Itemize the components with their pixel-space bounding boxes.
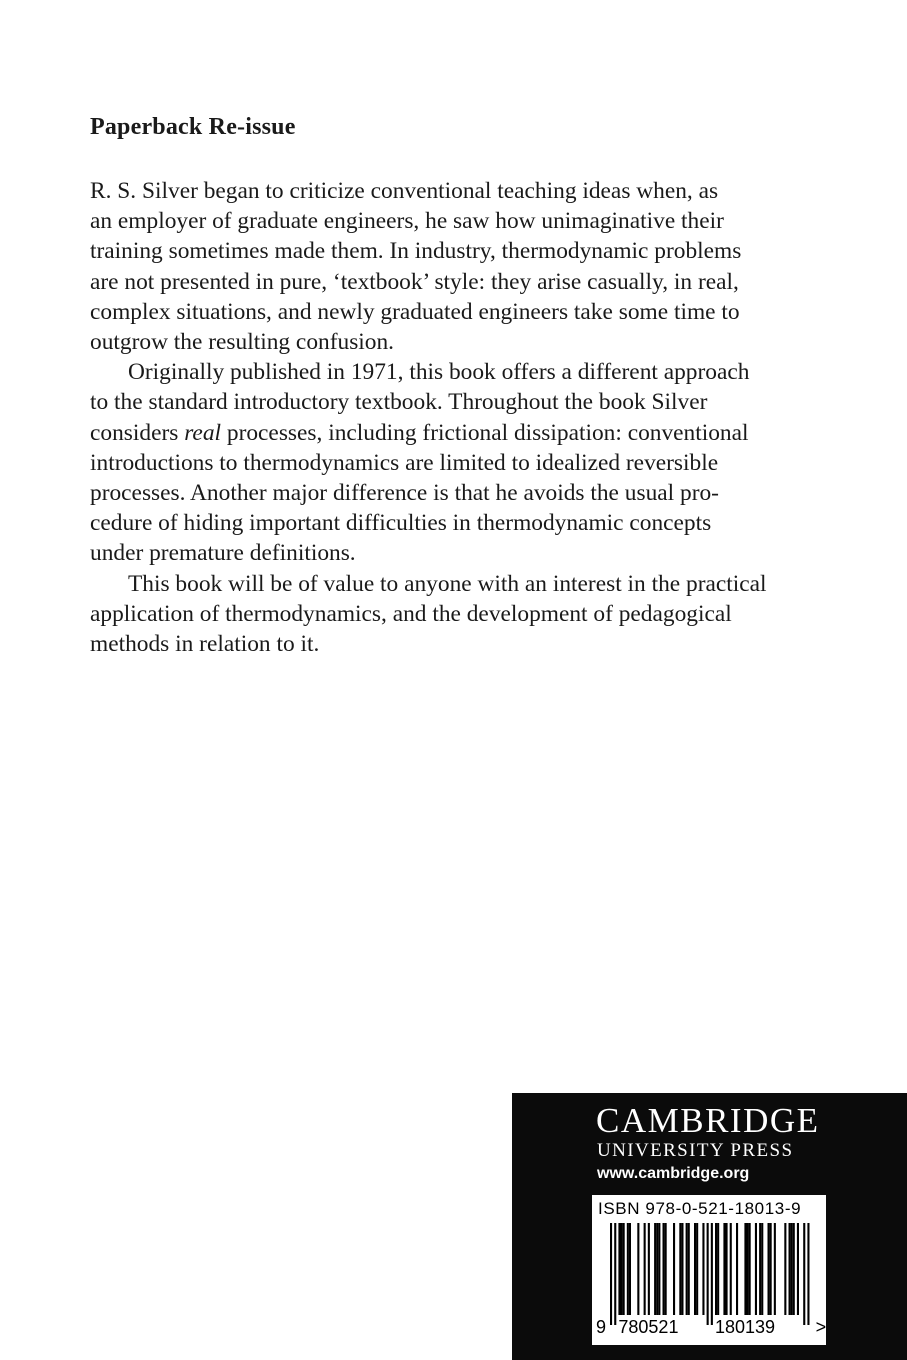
text-line: under premature definitions. (90, 540, 356, 567)
barcode-bar (759, 1223, 761, 1315)
isbn-label: ISBN 978-0-521-18013-9 (598, 1199, 802, 1218)
barcode-bar (673, 1223, 675, 1315)
barcode-bar (736, 1223, 738, 1315)
barcode-bar (637, 1223, 639, 1315)
text-line: an employer of graduate engineers, he saw how unimaginative their (90, 208, 724, 235)
barcode-bar (711, 1223, 713, 1325)
barcode-bar (629, 1223, 631, 1315)
text-line: application of thermodynamics, and the development of pedagogical (90, 600, 732, 627)
text-line: outgrow the resulting confusion. (90, 329, 395, 356)
barcode-bar (686, 1223, 688, 1315)
paragraph-2 (90, 357, 830, 568)
section-heading: Paperback Re-issue (90, 114, 296, 140)
text-line: training sometimes made them. In industry, thermodynamic problems (90, 238, 742, 265)
text-line: introductions to thermodynamics are limited to idealized reversible (90, 449, 719, 476)
barcode-digits: 9 (596, 1317, 607, 1337)
barcode-bar (717, 1223, 719, 1315)
text-line: to the standard introductory textbook. Throughout the book Silver (90, 389, 708, 416)
barcode-bar (755, 1223, 757, 1315)
barcode-bar (696, 1223, 698, 1315)
barcode-bar (644, 1223, 646, 1315)
barcode-bar (621, 1223, 623, 1315)
barcode-bar (618, 1223, 620, 1315)
barcode-bar (797, 1223, 799, 1315)
barcode-bar (688, 1223, 690, 1315)
barcode-bar (747, 1223, 749, 1315)
barcode-bar (793, 1223, 795, 1315)
barcode-bar (623, 1223, 625, 1315)
text-fragment: processes, including frictional dissipation: conventional (226, 419, 749, 446)
text-line: Originally published in 1971, this book offers a different approach (128, 359, 750, 386)
text-line: cedure of hiding important difficulties in thermodynamic concepts (90, 510, 712, 537)
paragraph-1 (90, 176, 830, 357)
blurb-text (90, 176, 830, 659)
barcode-bar (610, 1223, 612, 1325)
barcode-bar (648, 1223, 650, 1315)
barcode-bar (749, 1223, 751, 1315)
text-line: methods in relation to it. (90, 631, 320, 658)
barcode-bar (723, 1223, 725, 1315)
text-line: complex situations, and newly graduated engineers take some time to (90, 298, 740, 325)
barcode-bar (654, 1223, 656, 1315)
barcode-bar (744, 1223, 746, 1315)
barcode-bar (663, 1223, 665, 1315)
text-line: This book will be of value to anyone with an interest in the practical (128, 570, 767, 597)
text-line (90, 418, 830, 448)
barcode-bar (679, 1223, 681, 1315)
barcode-graphic (592, 1195, 826, 1345)
barcode-bar (656, 1223, 658, 1315)
barcode-bar (694, 1223, 696, 1315)
barcode-bar (803, 1223, 805, 1325)
barcode-bar (665, 1223, 667, 1315)
isbn-barcode (592, 1195, 826, 1345)
text-fragment: considers (90, 419, 185, 446)
text-line: are not presented in pure, ‘textbook’ style: they arise casually, in real, (90, 268, 739, 295)
barcode-bar (761, 1223, 763, 1315)
barcode-bar (770, 1223, 772, 1315)
barcode-digits: > (815, 1317, 826, 1337)
publisher-subtitle: UNIVERSITY PRESS (597, 1140, 794, 1161)
text-line: R. S. Silver began to criticize conventional teaching ideas when, as (90, 178, 719, 204)
barcode-bar (730, 1223, 732, 1315)
italic-word: real (184, 419, 222, 446)
barcode-bar (715, 1223, 717, 1315)
barcode-bar (768, 1223, 770, 1315)
text-line: processes. Another major difference is that he avoids the usual pro- (90, 480, 719, 507)
barcode-bar (784, 1223, 786, 1315)
barcode-bar (681, 1223, 683, 1315)
barcode-bar (627, 1223, 629, 1315)
barcode-digits: 180139 (715, 1317, 776, 1337)
publisher-url: www.cambridge.org (597, 1165, 750, 1182)
barcode-bar (702, 1223, 704, 1315)
barcode-bar (707, 1223, 709, 1325)
barcode-bar (774, 1223, 776, 1315)
barcode-bar (614, 1223, 616, 1325)
publisher-name: CAMBRIDGE (596, 1101, 820, 1140)
barcode-bar (789, 1223, 791, 1315)
barcode-digits: 780521 (618, 1317, 679, 1337)
barcode-bar (807, 1223, 809, 1325)
paragraph-3 (90, 569, 830, 660)
barcode-bar (791, 1223, 793, 1315)
barcode-bar (726, 1223, 728, 1315)
barcode-bar (658, 1223, 660, 1315)
publisher-block (512, 1093, 907, 1360)
